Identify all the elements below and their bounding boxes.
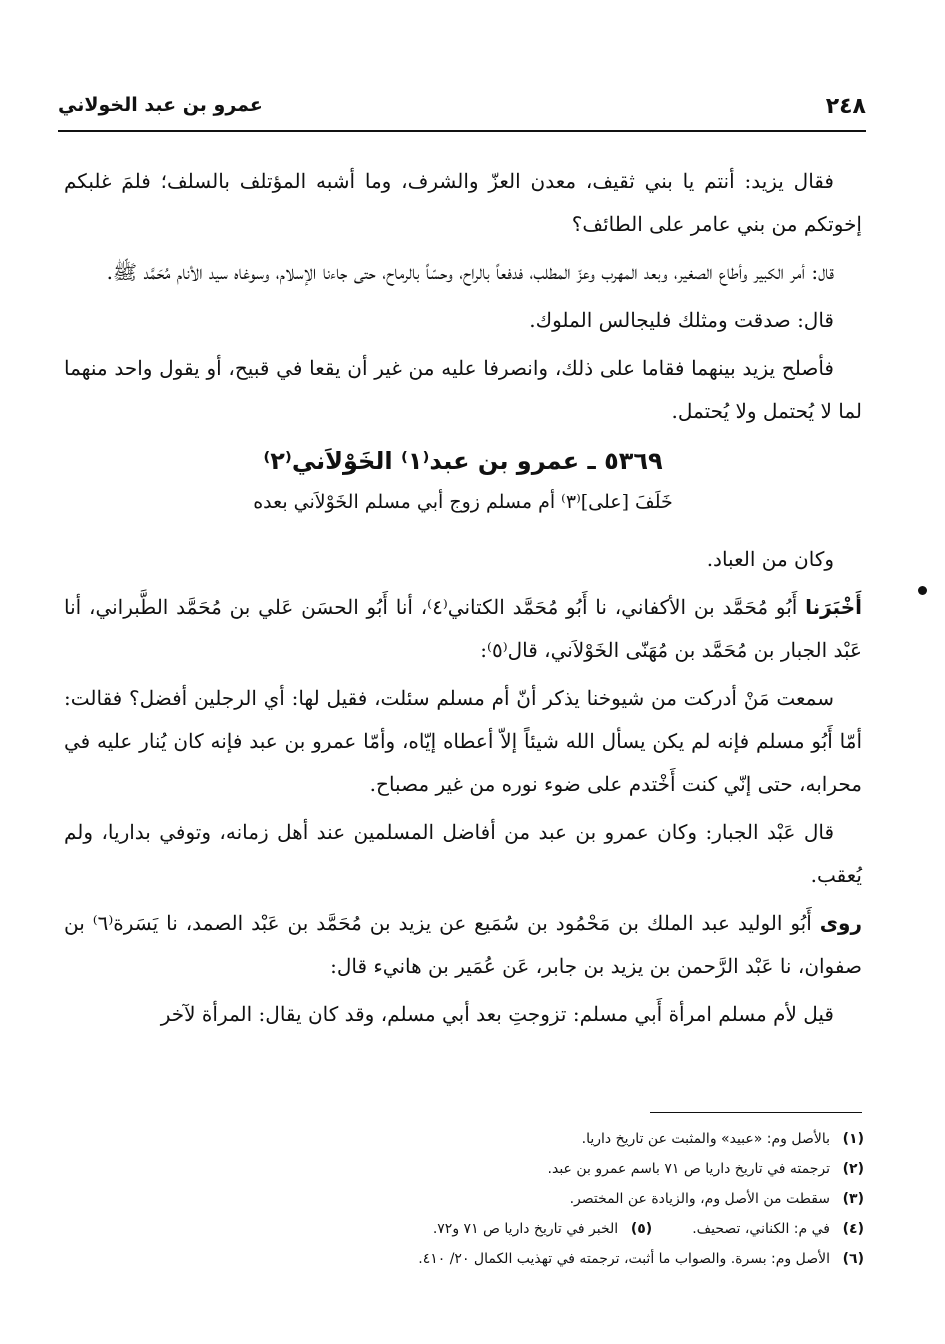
footnote	[64, 1154, 864, 1184]
footnote-text: سقطت من الأصل وم، والزيادة عن المختصر.	[569, 1191, 830, 1207]
footnote-number: (٥)	[630, 1221, 653, 1237]
paragraph	[64, 538, 862, 581]
paragraph-text: أَبُو الوليد عبد الملك بن مَحْمُود بن سُمَيع عن يزيد بن مُحَمَّد بن عَبْد الصمد، نا يَسَرة⁽٦⁾ بن صفوان، نا عَبْد الرَّحمن بن يزيد بن جابر، عَن عُمَير بن هانيء قال:	[64, 911, 862, 978]
entry-heading: ٥٣٦٩ ـ عمرو بن عبد⁽١⁾ الخَوْلاَني⁽٢⁾	[263, 447, 663, 475]
footnote-text: الخبر في تاريخ داريا ص ٧١ و٧٢.	[432, 1221, 619, 1237]
footnote-number: (١)	[842, 1131, 864, 1147]
header-rule	[58, 130, 866, 132]
footnote-number: (٢)	[842, 1161, 864, 1177]
footnote-number: (٣)	[842, 1191, 864, 1207]
footnote-rule	[650, 1112, 862, 1113]
paragraph: فقال يزيد: أنتم يا بني ثقيف، معدن العزّ والشرف، وما أشبه المؤتلف بالسلف؛ فلمَ غلبكم إخوتكم من بني عامر على الطائف؟	[64, 169, 862, 236]
page-number: ٢٤٨	[825, 94, 866, 119]
entry-subheading: خَلَفَ [على]⁽٣⁾ أم مسلم زوج أبي مسلم الخَوْلاَني بعده	[253, 491, 673, 513]
paragraph	[64, 993, 862, 1036]
footnote-text: الأصل وم: بسرة. والصواب ما أثبت، ترجمته في تهذيب الكمال ٢٠/ ٤١٠.	[418, 1251, 830, 1267]
footnote	[64, 1184, 864, 1214]
footnote-text: في م: الكناني، تصحيف.	[692, 1221, 830, 1237]
paragraph	[64, 586, 862, 672]
footnote	[64, 1124, 864, 1154]
running-title: عمرو بن عبد الخولاني	[58, 94, 263, 116]
paragraph-text: أَبُو مُحَمَّد بن الأكفاني، نا أَبُو مُحَمَّد الكتاني⁽٤⁾، أنا أَبُو الحسَن عَلي بن مُحَمَّد الطَّبراني، أنا عَبْد الجبار بن مُحَمَّد بن مُهَنّى الخَوْلاَني، قال⁽٥⁾:	[64, 595, 862, 662]
page-header	[58, 92, 866, 128]
footnote-number: (٤)	[842, 1221, 864, 1237]
paragraph-text: قيل لأم مسلم امرأة أَبي مسلم: تزوجتِ بعد أبي مسلم، وقد كان يقال: المرأة لآخر	[160, 1002, 834, 1026]
paragraph-lead: روى	[819, 911, 862, 935]
paragraph	[64, 677, 862, 806]
paragraph: فأصلح يزيد بينهما فقاما على ذلك، وانصرفا عليه من غير أن يقعا في قبيح، أو يقول واحد منهما لما لا يُحتمل ولا يُحتمل.	[64, 356, 862, 423]
footnote	[64, 1244, 864, 1274]
paragraph: قال: أمر الكبير وأطاع الصغير، وبعد المهرب وعزّ المطلب، فدفعاً بالراح، وحسّاً بالرماح، حتى جاءنا الإسلام، وسوغاه سيد الأنام مُحَمَّد ﷺ.	[106, 260, 834, 284]
footnote-number: (٦)	[842, 1251, 864, 1267]
footnote	[64, 1214, 864, 1244]
paragraph-lead: أَخْبَرَنا	[805, 595, 862, 619]
paragraph	[64, 902, 862, 988]
margin-dot	[918, 586, 927, 595]
footnotes	[64, 1124, 864, 1274]
paragraph-text: وكان من العباد.	[706, 547, 834, 571]
footnote-text: بالأصل وم: «عبيد» والمثبت عن تاريخ داريا.	[581, 1131, 830, 1147]
paragraph	[64, 811, 862, 897]
paragraph-text: سمعت مَنْ أدركت من شيوخنا يذكر أنّ أم مسلم سئلت، فقيل لها: أي الرجلين أفضل؟ فقالت: أمّا أَبُو مسلم فإنه لم يكن يسأل الله شيئاً إلاّ أعطاه إيّاه، وأمّا عمرو بن عبد فإنه كان يُنار عليه في محرابه، حتى إنّي كنت أَخْتدم على ضوء نوره من غير مصباح.	[64, 686, 862, 796]
paragraph: قال: صدقت ومثلك فليجالس الملوك.	[529, 308, 834, 332]
main-text	[64, 160, 862, 1041]
paragraph-text: قال عَبْد الجبار: وكان عمرو بن عبد من أفاضل المسلمين عند أهل زمانه، وتوفي بداريا، ولم يُعقب.	[64, 820, 862, 887]
footnote-text: ترجمته في تاريخ داريا ص ٧١ باسم عمرو بن عبد.	[547, 1161, 830, 1177]
